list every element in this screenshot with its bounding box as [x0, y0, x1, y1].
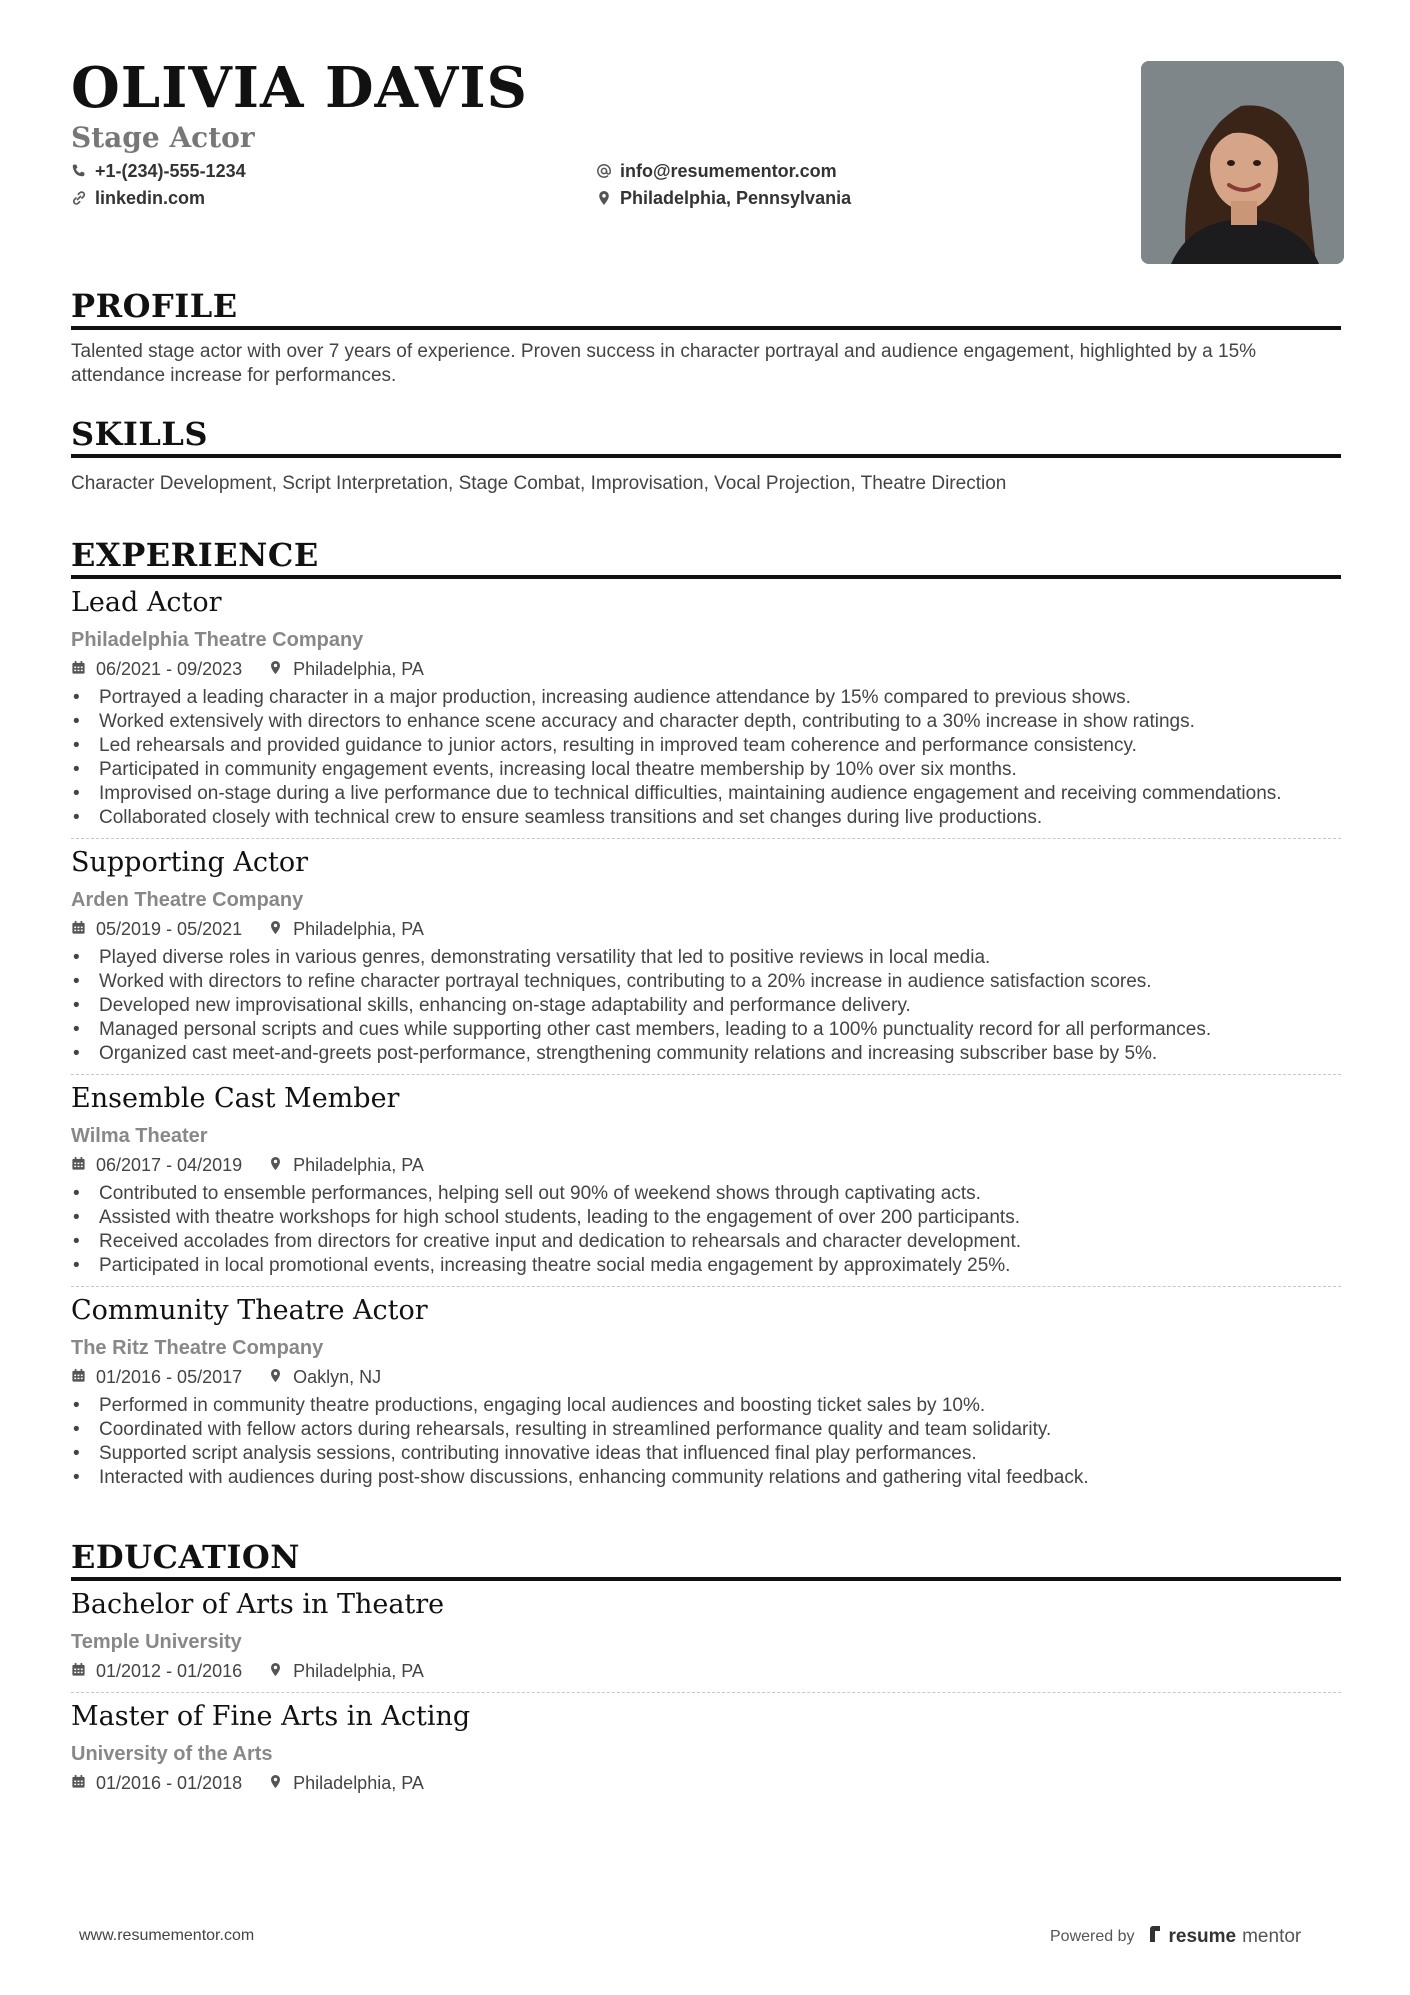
achievement-item: • Worked with directors to refine character portrayal techniques, contributing to a 20% increase in audience satisfaction scores.	[71, 970, 1341, 994]
contact-location	[596, 189, 851, 207]
degree-title: Bachelor of Arts in Theatre	[71, 1589, 445, 1620]
contact-phone	[71, 162, 246, 180]
job-title: Supporting Actor	[71, 847, 308, 878]
achievement-item: • Participated in local promotional events, increasing theatre social media engagement by approximately 25%.	[71, 1254, 1341, 1278]
achievement-item: • Organized cast meet-and-greets post-performance, strengthening community relations and increasing subscriber base by 5%.	[71, 1042, 1341, 1066]
entry-dates-text: 01/2012 - 01/2016	[96, 1661, 243, 1681]
entry-meta	[71, 660, 1341, 678]
contact-email	[596, 162, 837, 180]
entry-dates-text: 01/2016 - 05/2017	[96, 1367, 243, 1387]
location-pin-icon	[268, 1368, 283, 1386]
job-title: Community Theatre Actor	[71, 1295, 428, 1326]
powered-by-text: Powered by	[1050, 1928, 1135, 1945]
location-pin-icon	[268, 920, 283, 938]
school-name: Temple University	[71, 1631, 242, 1653]
entry-dates	[71, 920, 242, 938]
entry-meta	[71, 1774, 1341, 1792]
skills-text: Character Development, Script Interpretation, Stage Combat, Improvisation, Vocal Projection, Theatre Direction	[71, 473, 1007, 494]
brand-name-bold: resume	[1168, 1926, 1237, 1947]
link-icon	[71, 190, 87, 206]
achievement-item: • Managed personal scripts and cues while supporting other cast members, leading to a 100% punctuality record for all performances.	[71, 1018, 1341, 1042]
achievement-item: • Received accolades from directors for creative input and dedication to rehearsals and character development.	[71, 1230, 1341, 1254]
phone-icon	[71, 163, 87, 179]
entry-location-text: Philadelphia, PA	[293, 1661, 424, 1681]
phone-text[interactable]: +1-(234)-555-1234	[95, 161, 246, 181]
entry-divider	[71, 1692, 1341, 1693]
school-name: University of the Arts	[71, 1743, 273, 1765]
calendar-icon	[71, 1368, 86, 1386]
job-title: Ensemble Cast Member	[71, 1083, 400, 1114]
achievement-item: • Supported script analysis sessions, contributing innovative ideas that influenced final play performances.	[71, 1442, 1341, 1466]
skills-section	[71, 415, 1341, 496]
achievement-item: • Interacted with audiences during post-show discussions, enhancing community relations and gathering vital feedback.	[71, 1466, 1341, 1490]
achievement-item: • Assisted with theatre workshops for high school students, leading to the engagement of over 200 participants.	[71, 1206, 1341, 1230]
company-name: The Ritz Theatre Company	[71, 1337, 324, 1359]
achievement-item: • Led rehearsals and provided guidance to junior actors, resulting in improved team coherence and performance consistency.	[71, 734, 1341, 758]
profile-text: Talented stage actor with over 7 years of experience. Proven success in character portrayal and audience engagement, highlighted by a 15% attendance increase for performances.	[71, 341, 1257, 386]
experience-list	[71, 589, 1341, 1490]
brand-logo[interactable]	[1149, 1925, 1302, 1949]
achievement-item: • Developed new improvisational skills, enhancing on-stage adaptability and performance delivery.	[71, 994, 1341, 1018]
achievement-list	[71, 1394, 1341, 1490]
entry-meta	[71, 920, 1341, 938]
entry-divider	[71, 838, 1341, 839]
company-name: Wilma Theater	[71, 1125, 208, 1147]
company-name: Philadelphia Theatre Company	[71, 629, 364, 651]
achievement-item: • Performed in community theatre productions, engaging local audiences and boosting ticket sales by 10%.	[71, 1394, 1341, 1418]
job-entry	[71, 589, 1341, 839]
at-icon	[596, 163, 612, 179]
brand-mark-icon	[1149, 1925, 1163, 1949]
entry-dates	[71, 1774, 242, 1792]
location-pin-icon	[268, 1774, 283, 1792]
entry-dates	[71, 1156, 242, 1174]
calendar-icon	[71, 660, 86, 678]
brand-name-light: mentor	[1242, 1926, 1302, 1947]
entry-location	[268, 660, 424, 678]
calendar-icon	[71, 1662, 86, 1680]
entry-divider	[71, 1074, 1341, 1075]
location-pin-icon	[268, 660, 283, 678]
skills-heading: SKILLS	[71, 418, 1341, 458]
email-text[interactable]: info@resumementor.com	[620, 161, 837, 181]
education-section	[71, 1538, 1341, 1793]
job-entry	[71, 849, 1341, 1075]
achievement-item: • Portrayed a leading character in a major production, increasing audience attendance by 15% compared to previous shows.	[71, 686, 1341, 710]
entry-dates-text: 06/2021 - 09/2023	[96, 659, 243, 679]
entry-dates	[71, 660, 242, 678]
achievement-item: • Collaborated closely with technical crew to ensure seamless transitions and set changes during live productions.	[71, 806, 1341, 830]
candidate-title: Stage Actor	[71, 121, 255, 154]
education-list	[71, 1591, 1341, 1792]
education-entry	[71, 1703, 1341, 1792]
entry-location-text: Philadelphia, PA	[293, 659, 424, 679]
profile-heading: PROFILE	[71, 290, 1341, 330]
job-title: Lead Actor	[71, 587, 222, 618]
resume-page	[71, 0, 1341, 1995]
achievement-item: • Worked extensively with directors to enhance scene accuracy and character depth, contributing to a 30% increase in show ratings.	[71, 710, 1341, 734]
footer-website[interactable]: www.resumementor.com	[79, 1927, 255, 1944]
entry-dates	[71, 1368, 242, 1386]
company-name: Arden Theatre Company	[71, 889, 304, 911]
achievement-item: • Improvised on-stage during a live performance due to technical difficulties, maintaining audience engagement and receiving commendations.	[71, 782, 1341, 806]
calendar-icon	[71, 1156, 86, 1174]
profile-photo	[1141, 61, 1344, 264]
job-entry	[71, 1297, 1341, 1490]
job-entry	[71, 1085, 1341, 1287]
achievement-item: • Coordinated with fellow actors during rehearsals, resulting in streamlined performance quality and team solidarity.	[71, 1418, 1341, 1442]
linkedin-text[interactable]: linkedin.com	[95, 188, 206, 208]
entry-dates-text: 06/2017 - 04/2019	[96, 1155, 243, 1175]
candidate-name: OLIVIA DAVIS	[71, 55, 528, 121]
education-entry	[71, 1591, 1341, 1693]
profile-section	[71, 287, 1341, 388]
entry-dates-text: 01/2016 - 01/2018	[96, 1773, 243, 1793]
entry-dates-text: 05/2019 - 05/2021	[96, 919, 243, 939]
entry-dates	[71, 1662, 242, 1680]
entry-location	[268, 920, 424, 938]
entry-meta	[71, 1368, 1341, 1386]
calendar-icon	[71, 920, 86, 938]
entry-divider	[71, 1286, 1341, 1287]
entry-meta	[71, 1662, 1341, 1680]
contact-linkedin	[71, 189, 205, 207]
entry-location-text: Philadelphia, PA	[293, 1155, 424, 1175]
entry-location	[268, 1368, 381, 1386]
education-heading: EDUCATION	[71, 1541, 1341, 1581]
footer-branding	[1050, 1925, 1301, 1949]
achievement-list	[71, 686, 1341, 830]
entry-meta	[71, 1156, 1341, 1174]
entry-location	[268, 1662, 424, 1680]
degree-title: Master of Fine Arts in Acting	[71, 1701, 471, 1732]
entry-location	[268, 1774, 424, 1792]
achievement-list	[71, 1182, 1341, 1278]
entry-location-text: Oaklyn, NJ	[293, 1367, 382, 1387]
location-pin-icon	[268, 1156, 283, 1174]
achievement-item: • Contributed to ensemble performances, helping sell out 90% of weekend shows through captivating acts.	[71, 1182, 1341, 1206]
achievement-item: • Participated in community engagement events, increasing local theatre membership by 10% over six months.	[71, 758, 1341, 782]
location-pin-icon	[596, 190, 612, 206]
experience-heading: EXPERIENCE	[71, 539, 1341, 579]
achievement-item: • Played diverse roles in various genres, demonstrating versatility that led to positive reviews in local media.	[71, 946, 1341, 970]
experience-section	[71, 536, 1341, 1490]
entry-location-text: Philadelphia, PA	[293, 1773, 424, 1793]
calendar-icon	[71, 1774, 86, 1792]
location-text: Philadelphia, Pennsylvania	[620, 188, 852, 208]
entry-location	[268, 1156, 424, 1174]
entry-location-text: Philadelphia, PA	[293, 919, 424, 939]
location-pin-icon	[268, 1662, 283, 1680]
achievement-list	[71, 946, 1341, 1066]
